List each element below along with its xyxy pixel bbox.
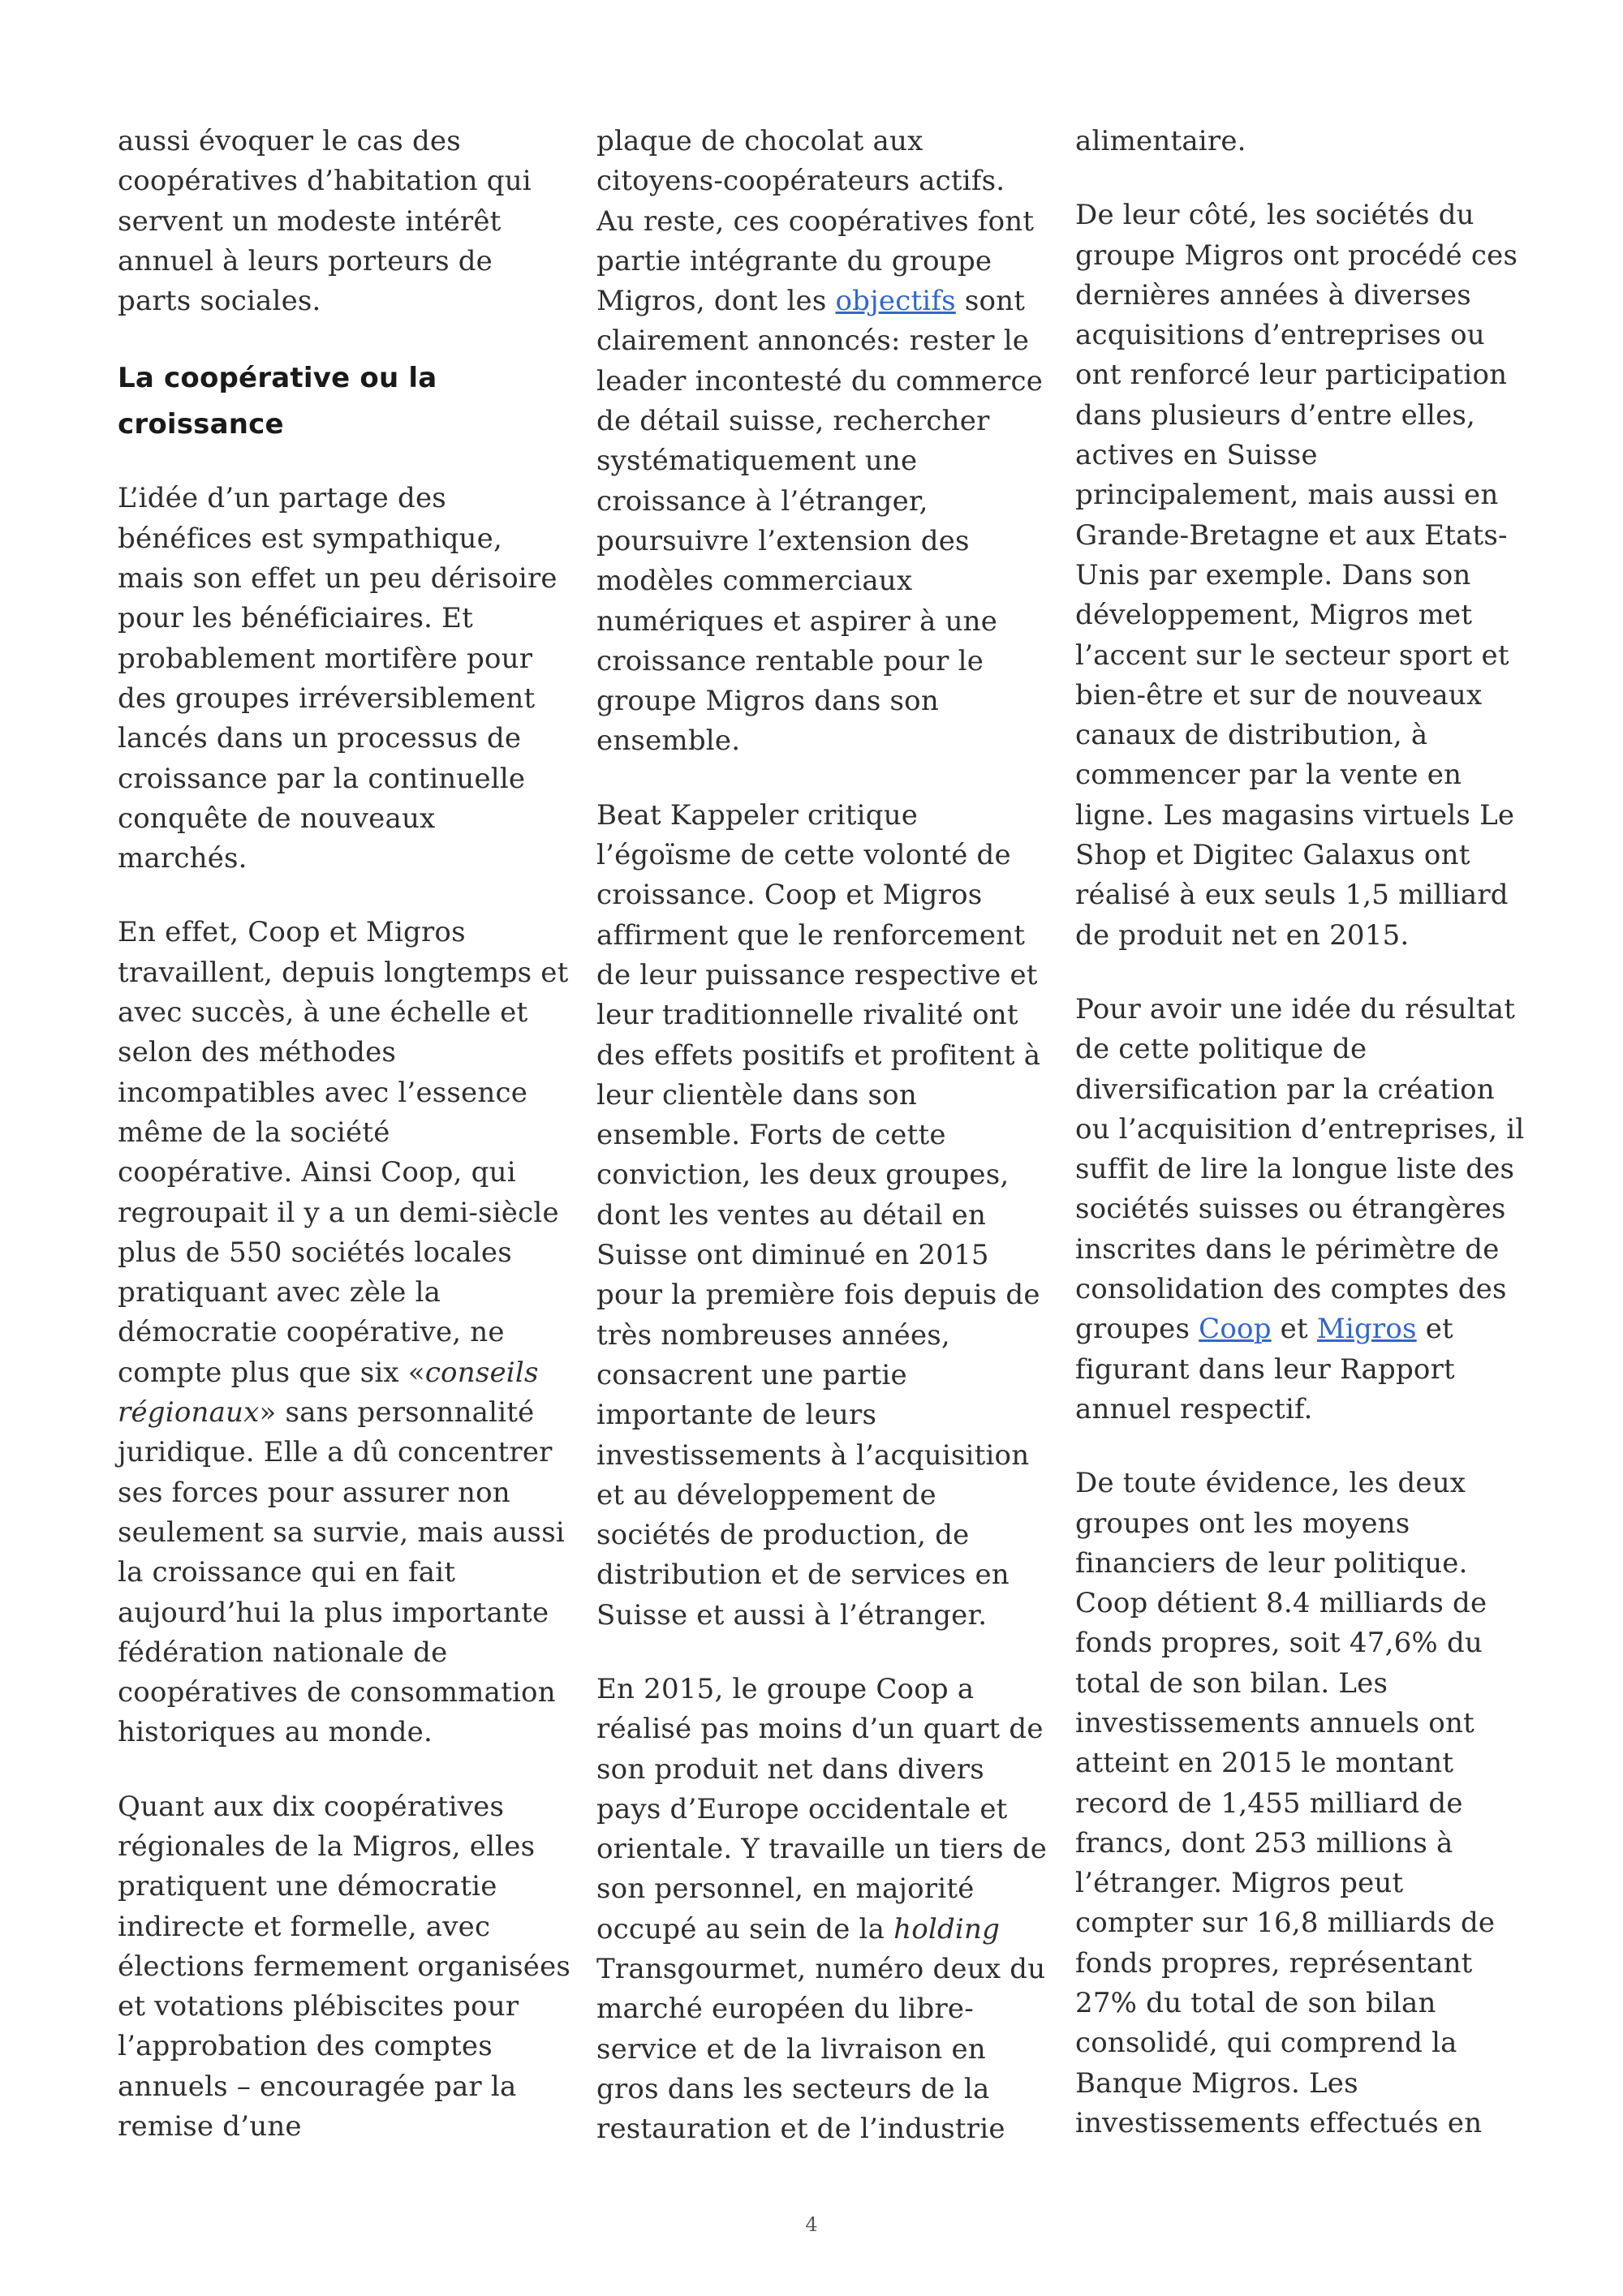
- text-run: Transgourmet, numéro deux du marché européen du libre-service et de la livraison en gros dans les secteurs de la restauration et de l’industrie: [596, 1953, 1046, 2146]
- text-run: et: [1271, 1313, 1317, 1346]
- paragraph: [1075, 990, 1530, 1430]
- text-run: Pour avoir une idée du résultat de cette politique de diversification par la création ou l’acquisition d’entreprises, il suffit de lire la longue liste des sociétés suisses ou étrangères inscrites dans le périmètre de consolidation des comptes des groupes: [1075, 992, 1525, 1346]
- italic-text: conseils régionaux: [118, 1356, 539, 1430]
- column-1: [118, 122, 572, 2147]
- text-run: » sans personnalité juridique. Elle a dû concentrer ses forces pour assurer non seulement sa survie, mais aussi la croissance qui en fait aujourd’hui la plus importante fédération nationale de coopératives de consommation historiques au monde.: [118, 1396, 565, 1749]
- text-run: sont clairement annoncés: rester le leader incontesté du commerce de détail suisse, rechercher systématiquement une croissance à l’étranger, poursuivre l’extension des modèles commerciaux numériques et aspirer à une croissance rentable pour le groupe Migros dans son ensemble.: [596, 285, 1044, 758]
- paragraph: De leur côté, les sociétés du groupe Migros ont procédé ces dernières années à diverses acquisitions d’entreprises ou ont renforcé leur participation dans plusieurs d’entre elles, actives en Suisse principalement, mais aussi en Grande-Bretagne et aux Etats-Unis par exemple. Dans son développement, Migros met l’accent sur le secteur sport et bien-être et sur de nouveaux canaux de distribution, à commencer par la vente en ligne. Les magasins virtuels Le Shop et Digitec Galaxus ont réalisé à eux seuls 1,5 milliard de produit net en 2015.: [1075, 199, 1518, 952]
- paragraph: [596, 1670, 1051, 2150]
- link-coop[interactable]: Coop: [1199, 1313, 1272, 1346]
- text-run: et figurant dans leur Rapport annuel respectif.: [1075, 1313, 1455, 1425]
- link-objectifs[interactable]: objectifs: [835, 285, 956, 318]
- column-2: [596, 122, 1051, 2150]
- page-number: 4: [805, 2213, 818, 2236]
- paragraph: Beat Kappeler critique l’égoïsme de cette volonté de croissance. Coop et Migros affirment que le renforcement de leur puissance respective et leur traditionnelle rivalité ont des effets positifs et profitent à leur clientèle dans son ensemble. Forts de cette conviction, les deux groupes, dont les ventes au détail en Suisse ont diminué en 2015 pour la première fois depuis de très nombreuses années, consacrent une partie importante de leurs investissements à l’acquisition et au développement de sociétés de production, de distribution et de services en Suisse et aussi à l’étranger.: [596, 798, 1041, 1632]
- text-run: plaque de chocolat aux citoyens-coopérateurs actifs. Au reste, ces coopératives font partie intégrante du groupe Migros, dont les: [596, 125, 1035, 318]
- paragraph: De toute évidence, les deux groupes ont les moyens financiers de leur politique. Coop détient 8.4 milliards de fonds propres, soit 47,6% du total de son bilan. Les investissements annuels ont atteint en 2015 le montant record de 1,455 milliard de francs, dont 253 millions à l’étranger. Migros peut compter sur 16,8 milliards de fonds propres, représentant 27% du total de son bilan consolidé, qui comprend la Banque Migros. Les investissements effectués en: [1075, 1467, 1496, 2139]
- text-run: En 2015, le groupe Coop a réalisé pas moins d’un quart de son produit net dans divers pays d’Europe occidentale et orientale. Y travaille un tiers de son personnel, en majorité occupé au sein de la: [596, 1672, 1048, 1946]
- paragraph: aussi évoquer le cas des coopératives d’habitation qui servent un modeste intérêt annuel à leurs porteurs de parts sociales.: [118, 125, 532, 318]
- paragraph: L’idée d’un partage des bénéfices est sympathique, mais son effet un peu dérisoire pour les bénéficiaires. Et probablement mortifère pour des groupes irréversiblement lancés dans un processus de croissance par la continuelle conquête de nouveaux marchés.: [118, 482, 558, 875]
- paragraph: Quant aux dix coopératives régionales de la Migros, elles pratiquent une démocratie indirecte et formelle, avec élections fermement organisées et votations plébiscites pour l’approbation des comptes annuels – encouragée par la remise d’une: [118, 1790, 571, 2143]
- link-migros[interactable]: Migros: [1316, 1313, 1417, 1346]
- paragraph: [118, 913, 572, 1752]
- text-run: En effet, Coop et Migros travaillent, depuis longtemps et avec succès, à une échelle et selon des méthodes incompatibles avec l’essence même de la société coopérative. Ainsi Coop, qui regroupait il y a un demi-siècle plus de 550 sociétés locales pratiquant avec zèle la démocratie coopérative, ne compte plus que six «: [118, 916, 569, 1389]
- paragraph: [596, 122, 1051, 762]
- column-3: [1075, 122, 1530, 2143]
- paragraph: alimentaire.: [1075, 125, 1246, 157]
- italic-text: holding: [893, 1912, 1001, 1946]
- section-heading: La coopérative ou la croissance: [118, 362, 437, 441]
